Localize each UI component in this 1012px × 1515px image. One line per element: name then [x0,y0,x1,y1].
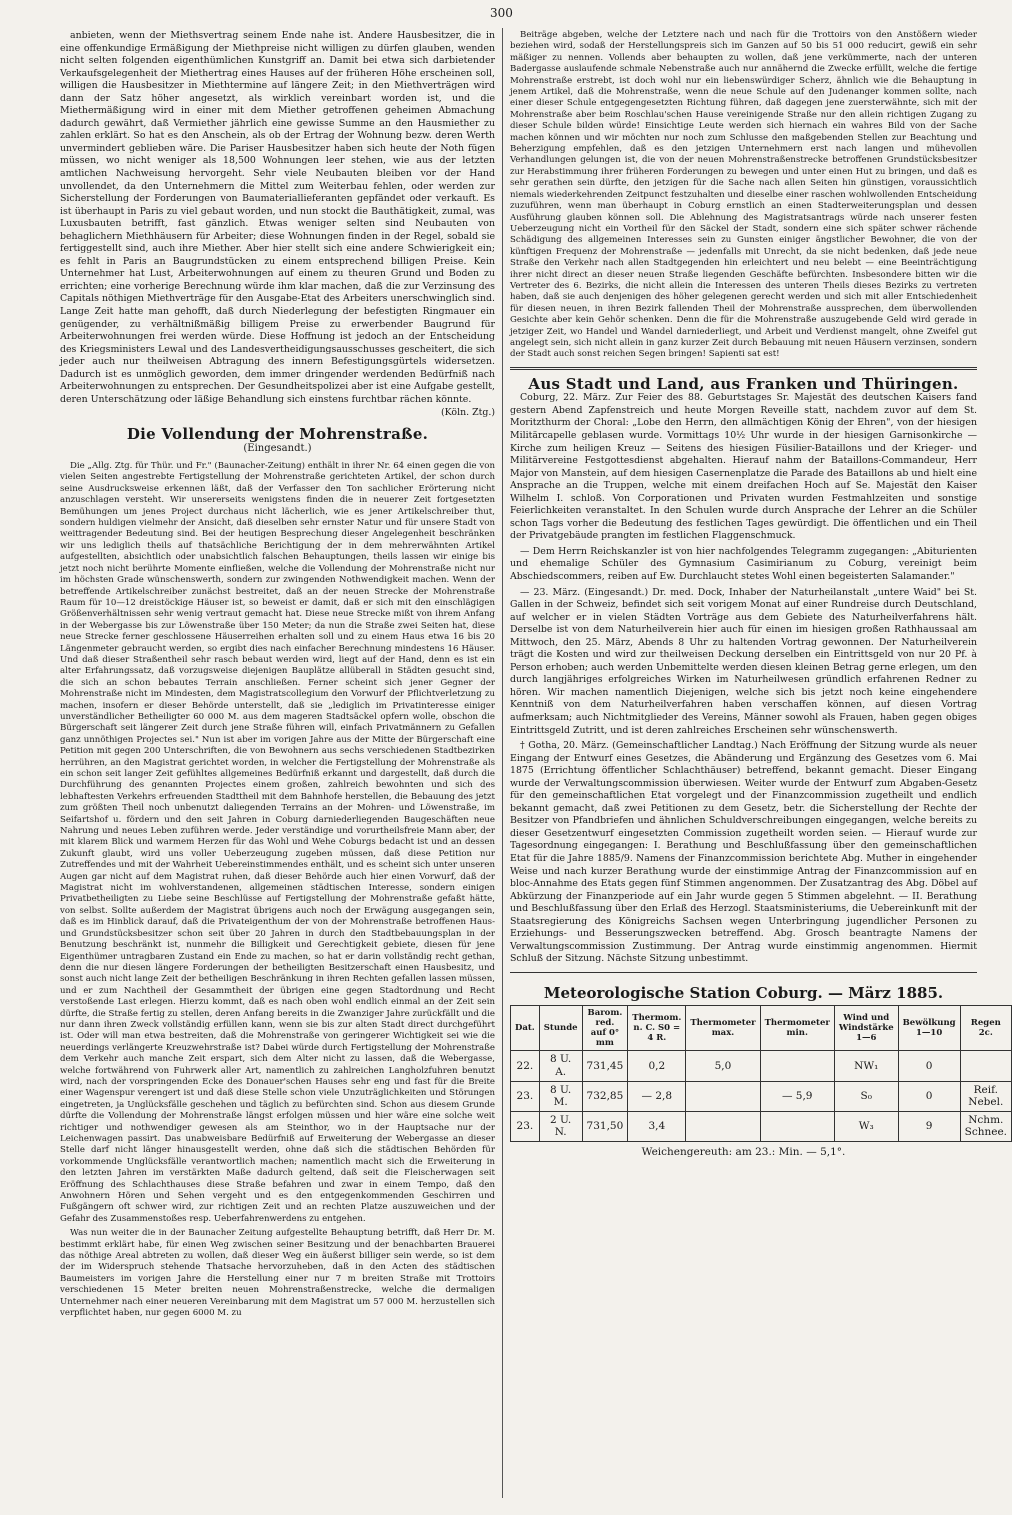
table-row [511,1051,1012,1081]
meteo-header-row [511,1006,1012,1051]
table-cell: 8 U. M. [539,1081,582,1111]
article-paragraph: Was nun weiter die in der Baunacher Zeitung aufgestellte Behauptung betrifft, daß Herr Dr. M. bestimmt erklärt habe, für einen Weg zwischen seiner Besitzung und der benachbarten Brauerei das nöthige Areal abtreten zu wollen, daß dieser Weg ein äußerst billiger sein werde, so ist dem der im Widerspruch stehende Thatsache hervorzuheben, daß in den Acten des städtischen Baumeisters im vorigen Jahre die Herstellung einer nur 7 m breiten Straße mit Trottoirs verschiedenen 15 Meter breiten neuen Mohrenstraßenstrecke, welche die dermaligen Unternehmer nach einer neueren Vereinbarung mit dem Magistrat um 57 000 M. herzustellen sich verpflichtet haben, nur gegen 6000 M. zu [60,1228,495,1319]
left-column [60,30,495,1505]
table-cell: Nchm. Schnee. [960,1111,1011,1141]
meteo-header-cell: Bewölkung 1—10 [898,1006,960,1051]
table-cell: 0 [898,1081,960,1111]
meteo-footer: Weichengereuth: am 23.: Min. — 5,1°. [641,1145,846,1158]
table-cell: 23. [511,1111,540,1141]
column-divider [502,28,503,1498]
meteo-header-cell: Thermom. n. C. S0 = 4 R. [628,1006,686,1051]
section-divider [510,367,977,370]
article-continuation: Beiträge abgeben, welche der Letztere nach und nach für die Trottoirs von den Anstößern wieder beziehen wird, sodaß der Herstellungspreis sich im Ganzen auf 50 bis 51 000 reducirt, gewiß ein sehr mäßiger zu nennen. Vollends aber behaupten zu wollen, daß jene verkümmerte, nach der unteren Badergasse auslaufende schmale Nebenstraße auch nur annähernd die Zwecke erfüllt, welche die fertige Mohrenstraße erstrebt, ist doch wohl nur ein liebenswürdiger Scherz, ähnlich wie die Behauptung in jenem Artikel, daß die Mohrenstraße, wenn die neue Schule auf den Judenanger kommen sollte, nach einer dieser Schule entgegengesetzten Richtung führen, daß dagegen jene zuersterwähnte, sich mit der Mohrenstraße aber beim Roschlau'schen Hause vereinigende Straße nur den allein richtigen Zugang zu dieser Schule bilden würde! Einsichtige Leute werden sich hiernach ein wahres Bild von der Sache machen können und wir möchten nur noch zum Schlusse den maßgebenden Stellen zur Beachtung und Beherzigung empfehlen, daß es den jetzigen Unternehmern erst nach langen und mühevollen Verhandlungen gelungen ist, die von der neuen Mohrenstraßenstrecke betroffenen Grundstücksbesitzer zur Herabstimmung ihrer früheren Forderungen zu bewegen und unter einen Hut zu bringen, und daß es sehr gerathen sein dürfte, den jetzigen für die Sache nach allen Seiten hin günstigen, voraussichtlich niemals wiederkehrenden Zeitpunct festzuhalten und dieselbe einer raschen wohlwollenden Entscheidung zuzuführen, wenn man überhaupt in Coburg ernstlich an einen Stadterweiterungsplan und dessen Ausführung glauben können soll. Die Ablehnung des Magistratsantrags würde nach unserer festen Ueberzeugung nicht ein Vortheil für den Säckel der Stadt, sondern eine sich später schwer rächende Schädigung des allgemeinen Interesses sein zu Gunsten einiger ängstlicher Bewohner, die von der künftigen Frequenz der Mohrenstraße — jedenfalls mit Unrecht, da sie nicht bedenken, daß jede neue Straße den Verkehr nach allen Stadtgegenden hin erleichtert und neu belebt — eine Beeinträchtigung ihrer nicht direct an dieser neuen Straße liegenden Geschäfte befürchten. Insbesondere bitten wir die Vertreter des 6. Bezirks, die nicht allein die Interessen des unteren Theils dieses Bezirks zu vertreten haben, daß sie auch denjenigen des höher gelegenen gerecht werden und sich mit aller Entschiedenheit für diesen neuen, in ihren Bezirk fallenden Theil der Mohrenstraße aussprechen, dem überwollenden Gesichte aber kein Gehör schenken. Denn die für die Mohrenstraße auszugebende Geld wird gerade in jetziger Zeit, wo Handel und Wandel darniederliegt, und Arbeit und Verdienst mangelt, ohne Zweifel gut angelegt sein, sich nicht allein in ganz kurzer Zeit durch Bebauung mit neuen Häusern verzinsen, sondern der Stadt auch sonst reichen Segen bringen! Sapienti sat est! [510,30,977,360]
meteo-title: Meteorologische Station Coburg. — März 1885. [543,983,944,1002]
table-row [511,1111,1012,1141]
right-column [510,30,1007,1505]
meteo-header-cell: Stunde [539,1006,582,1051]
table-cell: 731,50 [582,1111,628,1141]
meteo-header-cell: Regen 2c. [960,1006,1011,1051]
article-subtitle: (Eingesandt.) [243,442,312,454]
table-cell: 731,45 [582,1051,628,1081]
meteo-header-cell: Dat. [511,1006,540,1051]
table-cell: Reif. Nebel. [960,1081,1011,1111]
news-paragraph: † Gotha, 20. März. (Gemeinschaftlicher Landtag.) Nach Eröffnung der Sitzung wurde als neuer Eingang der Entwurf eines Gesetzes, die Abänderung und Ergänzung des Gesetzes vom 6. Mai 1875 (Errichtung öffentlicher Schlachthäuser) betreffend, bekannt gemacht. Dieser Eingang wurde der Verwaltungscommission überwiesen. Weiter wurde der Entwurf zum Abgaben-Gesetz für den gemeinschaftlichen Etat vorgelegt und der Finanzcommission zugetheilt und endlich bekannt gemacht, daß zwei Petitionen zu dem Gesetz, betr. die Sicherstellung der Rechte der Besitzer von Pfandbriefen und ähnlichen Schuldverschreibungen eingegangen, welche bereits zu dieser Gesetzentwurf eingesetzten Commission zugetheilt worden seien. — Hierauf wurde zur Tagesordnung eingegangen: I. Berathung und Beschlußfassung über den gemeinschaftlichen Etat für die Jahre 1885/9. Namens der Finanzcommission berichtete Abg. Muther in eingehender Weise und nach kurzer Berathung wurde der einstimmige Antrag der Finanzcommission auf en bloc-Annahme des Etats gegen fünf Stimmen angenommen. Der Zusatzantrag des Abg. Döbel auf Abkürzung der Finanzperiode auf ein Jahr wurde gegen 5 Stimmen abgelehnt. — II. Berathung und Beschlußfassung über den Erlaß des Herzogl. Staatsministeriums, die Uebereinkunft mit der Staatsregierung des Königreichs Sachsen wegen Unterbringung jugendlicher Personen zu Erziehungs- und Besserungszwecken betreffend. Abg. Grosch beantragte Namens der Verwaltungscommission Zustimmung. Der Antrag wurde einstimmig angenommen. Hiermit Schluß der Sitzung. Nächste Sitzung unbestimmt. [510,740,977,965]
table-cell: W₃ [834,1111,898,1141]
meteo-header-cell: Barom. red. auf 0° mm [582,1006,628,1051]
table-cell: — 2,8 [628,1081,686,1111]
news-paragraph: — Dem Herrn Reichskanzler ist von hier nachfolgendes Telegramm zugegangen: „Abiturienten und ehemalige Schüler des Gymnasium Casimirianum zu Coburg, vereinigt beim Abschiedscommers, reiben auf Ew. Durchlaucht stetes Wohl einen begeisterten Salamander." [510,545,977,582]
section-title: Aus Stadt und Land, aus Franken und Thüringen. [528,374,959,393]
table-cell: NW₁ [834,1051,898,1081]
table-cell: 2 U. N. [539,1111,582,1141]
table-cell: 3,4 [628,1111,686,1141]
table-row [511,1081,1012,1111]
article-paragraph: Die „Allg. Ztg. für Thür. und Fr." (Baunacher-Zeitung) enthält in ihrer Nr. 64 einen gegen die von vielen Seiten angestrebte Fertigstellung der Mohrenstraße gerichteten Artikel, der schon durch seine Ausdrucksweise erkennen läßt, daß der Verfasser den Ton sachlicher Erörterung nicht anzuschlagen versteht. Wir unsererseits wenigstens finden die in neuerer Zeit fortgesetzten Bemühungen um jenes Project durchaus nicht lächerlich, wie es jener Artikelschreiber thut, sondern huldigen vielmehr der Ansicht, daß dieselben sehr ernster Natur und für unsere Stadt von weittragender Bedeutung sind. Bei der heutigen Besprechung dieser Angelegenheit beschränken wir uns lediglich theils auf thatsächliche Berichtigung der in dem mehrerwähnten Artikel aufgestellten, absichtlich oder unabsichtlich falschen Behauptungen, theils lassen wir einige bis jetzt noch nicht berührte Momente einfließen, welche die Vollendung der Mohrenstraße nicht nur im höchsten Grade wünschenswerth, sondern zur zwingenden Nothwendigkeit machen. Wenn der betreffende Artikelschreiber zunächst bestreitet, daß an der neuen Strecke der Mohrenstraße Raum für 10—12 dreistöckige Häuser ist, so beweist er damit, daß er sich mit den einschlägigen Größenverhältnissen sehr wenig vertraut gemacht hat. Diese neue Strecke mißt von ihrem Anfang in der Webergasse bis zur Löwenstraße über 150 Meter; da nun die Straße zwei Seiten hat, diese neue Strecke ferner geschlossene Häuserreihen erhalten soll und zu einem Haus etwa 16 bis 20 Längenmeter gebraucht werden, so ergibt dies nach einfacher Berechnung mindestens 16 Häuser. Und daß dieser Straßentheil sehr rasch bebaut werden wird, liegt auf der Hand, denn es ist ein alter Erfahrungssatz, daß vorzugsweise diejenigen Bauplätze allüberall in Städten gesucht sind, die sich an schon bebautes Terrain anschließen. Ferner scheint sich jener Gegner der Mohrenstraße nicht im Mindesten, dem Magistratscollegium den Vorwurf der Pflichtverletzung zu machen, insofern er dieser Behörde unterstellt, daß sie „lediglich im Privatinteresse einiger unverständlicher Betheiligter 60 000 M. aus dem mageren Stadtsäckel opfern wolle, obschon die Bürgerschaft seit längerer Zeit durch jene Straße führen will, einfach Privatmännern zu Gefallen ganz unnöthigen Projectes sei." Nun ist aber im vorigen Jahre aus der Mitte der Bürgerschaft eine Petition mit gegen 200 Unterschriften, die von Bewohnern aus sechs verschiedenen Stadtbezirken herrühren, an den Magistrat gerichtet worden, in welcher die Fertigstellung der Mohrenstraße als ein schon seit langer Zeit gefühltes allgemeines Bedürfniß erkannt und dargestellt, daß durch die Durchführung des genannten Projectes einem großen, zahlreich bewohnten und sich des lebhaftesten Verkehrs erfreuenden Stadttheil mit dem Bahnhofe herstellen, die Bebauung des jetzt zum größten Theil noch unbenutzt daliegenden Terrains an der Mohren- und Löwenstraße, im Seifartshof u. fördern und den seit Jahren in Coburg darniederliegenden Baugeschäften neue Nahrung und neues Leben zuführen werde. Jeder verständige und vorurtheilsfreie Mann aber, der mit klarem Blick und warmem Herzen für das Wohl und Wehe Coburgs bedacht ist und an dessen Zukunft glaubt, wird uns voller Ueberzeugung zugeben müssen, daß diese Petition nur Zutreffendes und mit der Wahrheit Uebereinstimmendes enthält, und es scheint sich unter unseren Augen gar nicht auf dem Magistrat ruhen, daß dieser Behörde auch hier einen Vorwurf, daß der Magistrat nicht im wohlverstandenen, allgemeinen städtischen Interesse, sondern einigen Privatbetheiligten zu Liebe seine Beschlüsse auf Fertigstellung der Mohrenstraße gefaßt hätte, von selbst. Sollte außerdem der Magistrat übrigens auch noch der Erwägung ausgegangen sein, daß es im Hinblick darauf, daß die Privateigenthum der von der Mohrenstraße betroffenen Haus- und Grundstücksbesitzer schon seit über 20 Jahren in durch den Stadtbebauungsplan in der Benutzung beschränkt ist, nunmehr die Billigkeit und Gerechtigkeit gebiete, diesen für jene Eigenthümer untragbaren Zustand ein Ende zu machen, so hat er darin vollständig recht gethan, denn die nur diesen längere Forderungen der betheiligten Besitzerschaft einen Hausbesitz, und sonst auch nicht lange Zeit der betheiligen Beschränkung in ihren Rechten gefallen lassen müssen, und er zum Nachtheil der Gesammtheit der übrigen eine gegen Stadtordnung und Recht verstoßende Last erlegen. Hierzu kommt, daß es nach oben wohl endlich einmal an der Zeit sein dürfte, die Straße fertig zu stellen, deren Anfang bereits in die Zwanziger Jahre zurückfällt und die nur dann ihren Zweck vollständig erfüllen kann, wenn sie bis zur alten Stadt direct durchgeführt ist. Oder will man etwa bestreiten, daß die Mohrenstraße von geringerer Wichtigkeit sei wie die neuerdings verlängerte Kreuzwehrstraße ist? Dabei würde durch Fertigstellung der Mohrenstraße dem Verkehr auch manche Zeit erspart, sich dem Alter nicht zu lassen, daß die Webergasse, welche fortwährend von Fuhrwerk aller Art, namentlich zu zahlreichen Langholzfuhren benutzt wird, nach der vorspringenden Ecke des Donauer'schen Hauses sehr eng und fast für die Breite einer Wagenspur verengert ist und daß diese Stelle schon viele Unzuträglichkeiten und Störungen eingetreten, ja Unglücksfälle geschehen und täglich zu befürchten sind. Schon aus diesem Grunde dürfte die Vollendung der Mohrenstraße längst erfolgen müssen und hier wäre eine solche weit richtiger und nothwendiger gewesen als am Steinthor, wo in der Hauptsache nur der Leichenwagen passirt. Das unabweisbare Bedürfniß auf Erweiterung der Webergasse an dieser Stelle darf nicht länger hinausgestellt werden, ohne daß sich die städtischen Behörden für vorkommende Unglücksfälle verantwortlich machen; namentlich macht sich die Erweiterung in den letzten Jahren im verstärkten Maße dadurch geltend, daß seit die Fleischerwagen seit Eröffnung des Schlachthauses diese Straße befahren und zwar in einem Tempo, daß den Anwohnern Hören und Sehen vergeht und es den entgegenkommenden Geschirren und Fußgängern oft schwer wird, zur richtigen Zeit und an rechten Platze auszuweichen und der Gefahr des Zusammenstoßes resp. Ueberfahrenwerdens zu entgehen. [60,461,495,1224]
news-paragraph: — 23. März. (Eingesandt.) Dr. med. Dock, Inhaber der Naturheilanstalt „untere Waid" bei St. Gallen in der Schweiz, befindet sich seit vorigem Monat auf einer Rundreise durch Deutschland, auf welcher er in vielen Städten Vorträge aus dem Gebiete des Naturheilverfahrens hält. Derselbe ist von dem Naturheilverein hier auch für einen im hiesigen großen Rathhaussaal am Mittwoch, den 25. März, Abends 8 Uhr zu haltenden Vortrag gewonnen. Der Naturheilverein trägt die Kosten und wird zur theilweisen Deckung derselben ein Eintrittsgeld von nur 20 Pf. à Person erhoben; auch werden Unbemittelte werden diesen kleinen Betrag gerne erlegen, um den durch langjähriges erfolgreiches Wirken im Naturheilwesen gründlich erfahrenen Redner zu hören. Wir machen namentlich Diejenigen, welche sich bis jetzt noch keine eingehendere Kenntniß von dem Naturheilverfahren haben verschaffen können, auf diesen Vortrag aufmerksam; auch Nichtmitglieder des Vereins, Männer sowohl als Frauen, haben gegen obiges Eintrittsgeld Zutritt, und ist deren zahlreiches Erscheinen sehr wünschenswerth. [510,586,977,736]
section-divider [510,972,977,973]
news-paragraph: Coburg, 22. März. Zur Feier des 88. Geburtstages Sr. Majestät des deutschen Kaisers fand gestern Abend Zapfenstreich und heute Morgen Reveille statt, nachdem zuvor auf dem St. Moritzthurm der Choral: „Lobe den Herrn, den allmächtigen König der Ehren", von der hiesigen Militärcapelle geblasen wurde. Vormittags 10½ Uhr wurde in der hiesigen Garnisonkirche — Kirche zum heiligen Kreuz — Seitens des hiesigen Füsilier-Bataillons und der Krieger- und Militärvereine Festgottesdienst abgehalten. Hierauf nahm der Bataillons-Commandeur, Herr Major von Manstein, auf dem hiesigen Casernenplatze die Parade des Bataillons ab und hielt eine Ansprache an die Truppen, welche mit einem dreifachen Hoch auf Se. Majestät den Kaiser Wilhelm I. schloß. Von Corporationen und Privaten wurden Festmahlzeiten und sonstige Feierlichkeiten veranstaltet. In den Schulen wurde durch Ansprache der Lehrer an die Schüler schon Tags vorher die Bedeutung des festlichen Tages gewürdigt. Die öffentlichen und ein Theil der Privatgebäude prangten im festlichen Flaggenschmuck. [510,392,977,542]
page-number: 300 [490,6,513,20]
table-cell: — 5,9 [760,1081,834,1111]
table-cell: 22. [511,1051,540,1081]
table-cell: 5,0 [686,1051,760,1081]
table-cell: 8 U. A. [539,1051,582,1081]
table-cell [960,1051,1011,1081]
table-cell: 9 [898,1111,960,1141]
article-title: Die Vollendung der Mohrenstraße. [126,424,429,443]
table-cell: S₀ [834,1081,898,1111]
meteo-header-cell: Thermometer min. [760,1006,834,1051]
table-cell [760,1051,834,1081]
meteo-header-cell: Thermometer max. [686,1006,760,1051]
meteo-header-cell: Wind und Windstärke 1—6 [834,1006,898,1051]
table-cell [686,1111,760,1141]
intro-signoff: (Köln. Ztg.) [441,407,495,419]
meteo-table [510,1005,1012,1141]
table-cell [686,1081,760,1111]
intro-paragraph: anbieten, wenn der Miethsvertrag seinem Ende nahe ist. Andere Hausbesitzer, die in eine offenkundige Ermäßigung der Miethpreise nicht willigen zu dürfen glauben, wenden nicht selten folgenden eigenthümlichen Kunstgriff an. Damit bei etwa sich darbietender Verkaufsgelegenheit der Miethertrag eines Hauses auf der früheren Höhe erscheinen soll, willigen die Hausbesitzer in Miethtermine auf längere Zeit; in den Miethverträgen wird dann der Satz höher angesetzt, als wirklich vereinbart worden ist, und die Miethermäßigung wird in einer mit dem Miether getroffenen geheimen Abmachung dadurch gewährt, daß Vermiether jährlich eine gewisse Summe an den Hausmiether zu zahlen erklärt. So hat es den Anschein, als ob der Ertrag der Wohnung bezw. deren Werth unvermindert geblieben wäre. Die Pariser Hausbesitzer haben sich heute der Noth fügen müssen, wo nicht weniger als 18,500 Wohnungen leer stehen, wie aus der letzten amtlichen Nachweisung hervorgeht. Sehr viele Neubauten bleiben vor der Hand unvollendet, da den Unternehmern die Mittel zum Weiterbau fehlen, oder werden zur Sicherstellung der Forderungen von Baumateriallieferanten gepfändet oder verkauft. Es ist überhaupt in Paris zu viel gebaut worden, und nun stockt die Bauthätigkeit, zumal, was Luxusbauten betrifft, fast gänzlich. Etwas weniger selten sind Neubauten von behaglichern Miethhäusern für Arbeiter; diese Wohnungen finden in der Regel, sobald sie fertiggestellt sind, auch ihre Miether. Aber hier stellt sich eine andere Schwierigkeit ein; es fehlt in Paris an Baugrundstücken zu einem entsprechend billigen Preise. Kein Unternehmer hat Lust, Arbeiterwohnungen auf einem zu theuren Grund und Boden zu errichten; eine vorherige Berechnung würde ihm klar machen, daß die zur Verzinsung des Capitals nöthigen Miethverträge für den Ausgabe-Etat des Arbeiters unerschwinglich sind. Lange Zeit hatte man gehofft, daß durch Niederlegung der befestigten Ringmauer ein genügender, zu verhältnißmäßig billigem Preise zu erwerbender Baugrund für Arbeiterwohnungen frei werden würde. Diese Hoffnung ist jedoch an der Entscheidung des Kriegsministers Lewal und des Landesvertheidigungsausschusses gescheitert, die sich jeder auch nur theilweisen Abtragung des innern Befestigungsgürtels widersetzen. Dadurch ist es unmöglich geworden, dem immer dringender werdenden Bedürfniß nach Arbeiterwohnungen zu entsprechen. Der Gesundheitspolizei aber ist eine Aufgabe gestellt, deren Unterschätzung oder läßige Behandlung sich einstens furchtbar rächen könnte. [60,30,495,405]
table-cell: 732,85 [582,1081,628,1111]
table-cell: 0 [898,1051,960,1081]
table-cell: 0,2 [628,1051,686,1081]
table-cell: 23. [511,1081,540,1111]
table-cell [760,1111,834,1141]
